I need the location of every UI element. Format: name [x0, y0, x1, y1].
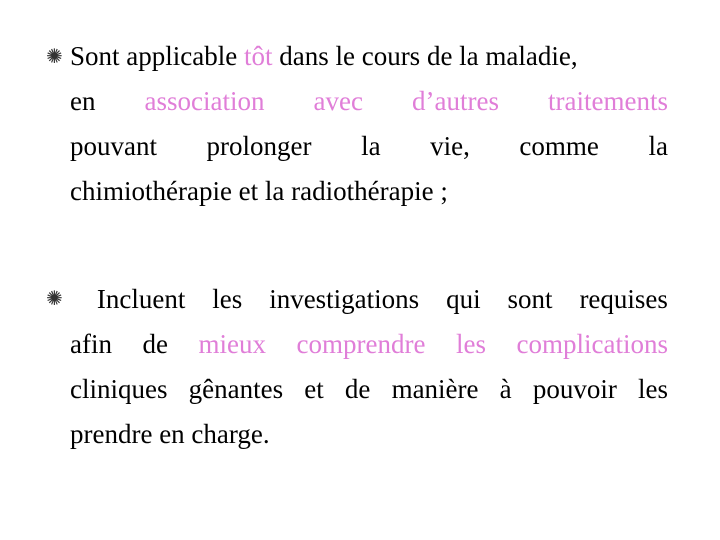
asterisk-snowflake-icon: ✺ — [46, 288, 63, 310]
bullet-1-line-2: en association avec d’autres traitements — [70, 86, 668, 116]
asterisk-snowflake-icon: ✺ — [46, 46, 63, 68]
bullet-point-2 — [46, 277, 668, 457]
bullet-2-line-1: ✺ Incluent les investigations qui sont requises — [46, 277, 668, 322]
bullet-point-1 — [46, 34, 668, 214]
bullet-1-line-1: ✺ Sont applicable tôt dans le cours de la maladie, — [46, 34, 668, 79]
bullet-1-line-4: chimiothérapie et la radiothérapie ; — [70, 176, 448, 206]
highlight-tot: tôt — [243, 41, 273, 71]
bullet-2-line-4: prendre en charge. — [70, 419, 270, 449]
bullet-2-line-2: afin de mieux comprendre les complications — [70, 329, 668, 359]
bullet-1-line-3: pouvant prolonger la vie, comme la — [70, 131, 668, 161]
bullet-2-line-3: cliniques gênantes et de manière à pouvoir les — [70, 374, 668, 404]
